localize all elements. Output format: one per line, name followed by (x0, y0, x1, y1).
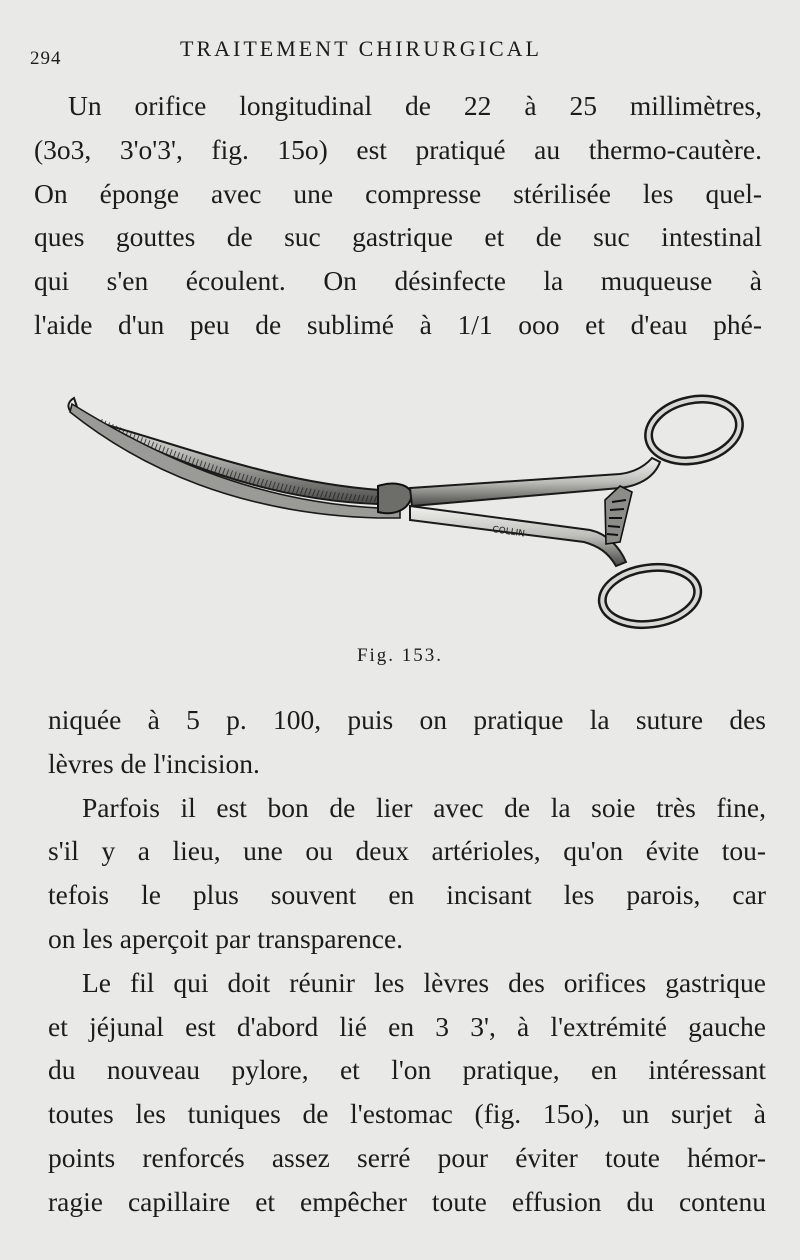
text-line: ques gouttes de suc gastrique et de suc intestinal (34, 221, 762, 253)
text-line: ragie capillaire et empêcher toute effusion du contenu (48, 1185, 766, 1217)
paragraph-bottom (48, 698, 766, 1224)
text-line: lèvres de l'incision. (48, 747, 260, 779)
text-line: on les aperçoit par transparence. (48, 922, 404, 954)
running-title: TRAITEMENT CHIRURGICAL (180, 36, 542, 61)
text-line: On éponge avec une compresse stérilisée les quel- (34, 177, 762, 209)
text-line: niquée à 5 p. 100, puis on pratique la suture des (48, 704, 766, 735)
forceps-engraving (60, 382, 750, 642)
text-line: l'aide d'un peu de sublimé à 1/1 ooo et d'eau phé- (34, 308, 762, 340)
text-line: (3o3, 3'o'3', fig. 15o) est pratiqué au thermo-cautère. (34, 133, 762, 165)
running-head (30, 36, 760, 69)
text-line: s'il y a lieu, une ou deux artérioles, qu'on évite tou- (48, 835, 766, 867)
text-line: Parfois il est bon de lier avec de la soie très fine, (82, 791, 766, 823)
paragraph-top (34, 84, 762, 347)
text-line: points renforcés assez serré pour éviter toute hémor- (48, 1141, 766, 1173)
text-line: toutes les tuniques de l'estomac (fig. 15o), un surjet à (48, 1098, 766, 1130)
text-line: Le fil qui doit réunir les lèvres des orifices gastrique (82, 966, 766, 998)
text-line: et jéjunal est d'abord lié en 3 3', à l'extrémité gauche (48, 1010, 766, 1042)
text-line: Un orifice longitudinal de 22 à 25 millimètres, (68, 90, 762, 121)
page-number: 294 (30, 48, 62, 69)
text-line: qui s'en écoulent. On désinfecte la muqueuse à (34, 265, 762, 297)
figure-caption: Fig. 153. (356, 645, 444, 666)
engraving-maker-mark: COLLIN (491, 525, 526, 540)
text-line: du nouveau pylore, et l'on pratique, en intéressant (48, 1054, 766, 1086)
forceps-illustration (60, 382, 750, 642)
text-line: tefois le plus souvent en incisant les parois, car (48, 879, 766, 911)
